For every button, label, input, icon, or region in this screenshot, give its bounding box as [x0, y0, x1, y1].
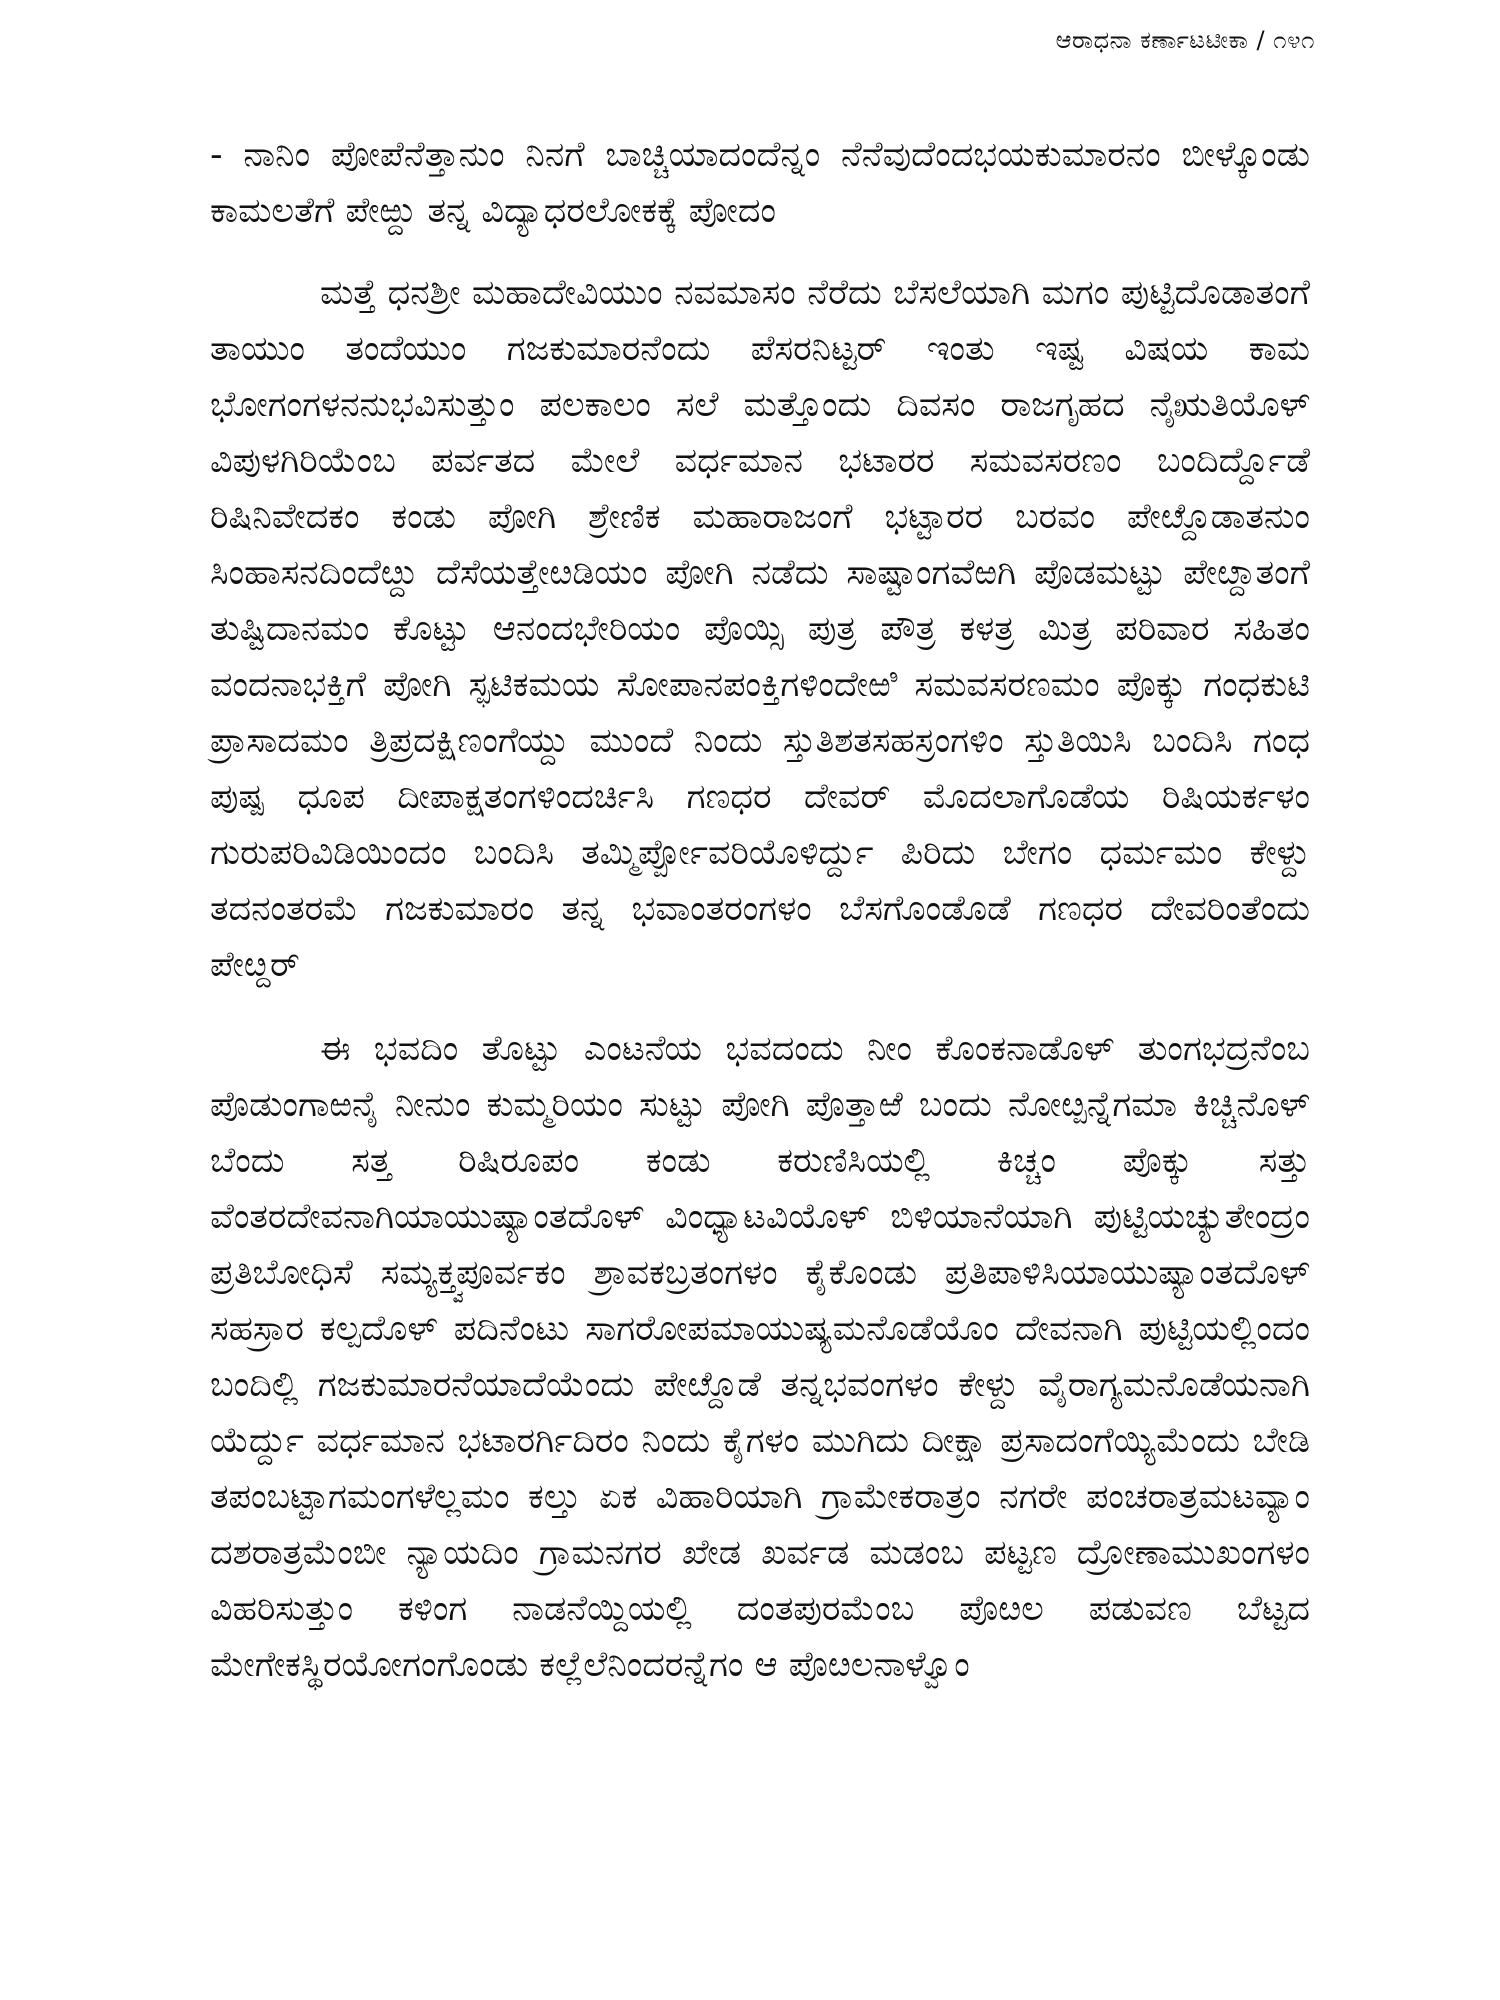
- body-text: [210, 127, 1310, 1693]
- running-header: ಆರಾಧನಾ ಕರ್ಣಾಟಟೀಕಾ / ೧೪೧: [1055, 26, 1315, 54]
- paragraph-1: - ನಾನಿಂ ಪೋಪೆನೆತ್ತಾನುಂ ನಿನಗೆ ಬಾಚ್ಚಿಯಾದಂದೆನ್ನಂ ನೆನೆವುದೆಂದಭಯಕುಮಾರನಂ ಬೀಳ್ಕೊಂಡು ಕಾಮಲತೆಗೆ ಪೇಱ್ದು ತನ್ನ ವಿದ್ಯಾಧರಲೋಕಕ್ಕೆ ಪೋದಂ: [210, 135, 1310, 231]
- paragraph-2: ಮತ್ತೆ ಧನಶ್ರೀ ಮಹಾದೇವಿಯುಂ ನವಮಾಸಂ ನೆರೆದು ಬೆಸಲೆಯಾಗಿ ಮಗಂ ಪುಟ್ಟಿದೊಡಾತಂಗೆ ತಾಯುಂ ತಂದೆಯುಂ ಗಜಕುಮಾರನೆಂದು ಪೆಸರನಿಟ್ಟರ್ ಇಂತು ಇಷ್ಟ ವಿಷಯ ಕಾಮ ಭೋಗಂಗಳನನುಭವಿಸುತ್ತುಂ ಪಲಕಾಲಂ ಸಲೆ ಮತ್ತೊಂದು ದಿವಸಂ ರಾಜಗೃಹದ ನೈಋತಿಯೊಳ್ ವಿಪುಳಗಿರಿಯೆಂಬ ಪರ್ವತದ ಮೇಲೆ ವರ್ಧಮಾನ ಭಟಾರರ ಸಮವಸರಣಂ ಬಂದಿರ್ದ್ದೊಡೆ ರಿಷಿನಿವೇದಕಂ ಕಂಡು ಪೋಗಿ ಶ್ರೇಣಿಕ ಮಹಾರಾಜಂಗೆ ಭಟ್ಟಾರರ ಬರವಂ ಪೇೞ್ದೊಡಾತನುಂ ಸಿಂಹಾಸನದಿಂದೆೞ್ದು ದೆಸೆಯತ್ತೇೞಡಿಯಂ ಪೋಗಿ ನಡೆದು ಸಾಷ್ಟಾಂಗವೆಱಗಿ ಪೊಡಮಟ್ಟು ಪೇೞ್ದಾತಂಗೆ ತುಷ್ಟಿದಾನಮಂ ಕೊಟ್ಟು ಆನಂದಭೇರಿಯಂ ಪೊಯ್ಸಿ ಪುತ್ರ ಪೌತ್ರ ಕಳತ್ರ ಮಿತ್ರ ಪರಿವಾರ ಸಹಿತಂ ವಂದನಾಭಕ್ತಿಗೆ ಪೋಗಿ ಸ್ಫಟಿಕಮಯ ಸೋಪಾನಪಂಕ್ತಿಗಳಿಂದೇಱಿ ಸಮವಸರಣಮಂ ಪೊಕ್ಕು ಗಂಧಕುಟಿ ಪ್ರಾಸಾದಮಂ ತ್ರಿಪ್ರದಕ್ಷಿಣಂಗೆಯ್ದು ಮುಂದೆ ನಿಂದು ಸ್ತುತಿಶತಸಹಸ್ರಂಗಳಿಂ ಸ್ತುತಿಯಿಸಿ ಬಂದಿಸಿ ಗಂಧ ಪುಷ್ಪ ಧೂಪ ದೀಪಾಕ್ಷತಂಗಳಿಂದರ್ಚಿಸಿ ಗಣಧರ ದೇವರ್ ಮೊದಲಾಗೊಡೆಯ ರಿಷಿಯರ್ಕಳಂ ಗುರುಪರಿವಿಡಿಯಿಂದಂ ಬಂದಿಸಿ ತಮ್ಮಿರ್ಪ್ಪೋವರಿಯೊಳಿರ್ದ್ದು ಪಿರಿದು ಬೇಗಂ ಧರ್ಮಮಂ ಕೇಳ್ದು ತದನಂತರಮೆ ಗಜಕುಮಾರಂ ತನ್ನ ಭವಾಂತರಂಗಳಂ ಬೆಸಗೊಂಡೊಡೆ ಗಣಧರ ದೇವರಿಂತೆಂದು ಪೇೞ್ದರ್: [210, 273, 1310, 985]
- paragraph-3: ಈ ಭವದಿಂ ತೊಟ್ಟು ಎಂಟನೆಯ ಭವದಂದು ನೀಂ ಕೊಂಕನಾಡೊಳ್ ತುಂಗಭದ್ರನೆಂಬ ಪೊಡುಂಗಾಱನೈ ನೀನುಂ ಕುಮ್ಮರಿಯಂ ಸುಟ್ಟು ಪೋಗಿ ಪೊತ್ತಾಱೆ ಬಂದು ನೋೞ್ಪನ್ನೆಗಮಾ ಕಿಚ್ಚಿನೊಳ್ ಬೆಂದು ಸತ್ತ ರಿಷಿರೂಪಂ ಕಂಡು ಕರುಣಿಸಿಯಲ್ಲಿ ಕಿಚ್ಚಂ ಪೊಕ್ಕು ಸತ್ತು ವೆಂತರದೇವನಾಗಿಯಾಯುಷ್ಯಾಂತದೊಳ್ ವಿಂಧ್ಯಾಟವಿಯೊಳ್ ಬಿಳಿಯಾನೆಯಾಗಿ ಪುಟ್ಟಿಯಚ್ಯುತೇಂದ್ರಂ ಪ್ರತಿಬೋಧಿಸೆ ಸಮ್ಯಕ್ತ್ವಪೂರ್ವಕಂ ಶ್ರಾವಕಬ್ರತಂಗಳಂ ಕೈಕೊಂಡು ಪ್ರತಿಪಾಳಿಸಿಯಾಯುಷ್ಯಾಂತದೊಳ್ ಸಹಸ್ರಾರ ಕಲ್ಪದೊಳ್ ಪದಿನೆಂಟು ಸಾಗರೋಪಮಾಯುಷ್ಯಮನೊಡೆಯೊಂ ದೇವನಾಗಿ ಪುಟ್ಟಿಯಲ್ಲಿಂದಂ ಬಂದಿಲ್ಲಿ ಗಜಕುಮಾರನೆಯಾದೆಯೆಂದು ಪೇೞ್ದೊಡೆ ತನ್ನಭವಂಗಳಂ ಕೇಳ್ದು ವೈರಾಗ್ಯಮನೊಡೆಯನಾಗಿ ಯೆರ್ದ್ದು ವರ್ಧಮಾನ ಭಟಾರರ್ಗಿದಿರಂ ನಿಂದು ಕೈಗಳಂ ಮುಗಿದು ದೀಕ್ಷಾ ಪ್ರಸಾದಂಗೆಯ್ಯಿಮೆಂದು ಬೇಡಿ ತಪಂಬಟ್ಟಾಗಮಂಗಳೆಲ್ಲಮಂ ಕಲ್ತು ಏಕ ವಿಹಾರಿಯಾಗಿ ಗ್ರಾಮೇಕರಾತ್ರಂ ನಗರೇ ಪಂಚರಾತ್ರಮಟವ್ಯಾಂ ದಶರಾತ್ರಮೆಂಬೀ ನ್ಯಾಯದಿಂ ಗ್ರಾಮನಗರ ಖೇಡ ಖರ್ವಡ ಮಡಂಬ ಪಟ್ಟಣ ದ್ರೋಣಾಮುಖಂಗಳಂ ವಿಹರಿಸುತ್ತುಂ ಕಳಿಂಗ ನಾಡನೆಯ್ದಿಯಲ್ಲಿ ದಂತಪುರಮೆಂಬ ಪೊೞಲ ಪಡುವಣ ಬೆಟ್ಟದ ಮೇಗೇಕಸ್ಥಿರಯೋಗಂಗೊಂಡು ಕಲ್ಲೆಲೆನಿಂದರನ್ನೆಗಂ ಆ ಪೊೞಲನಾಳ್ವೊಂ: [210, 1029, 1310, 1685]
